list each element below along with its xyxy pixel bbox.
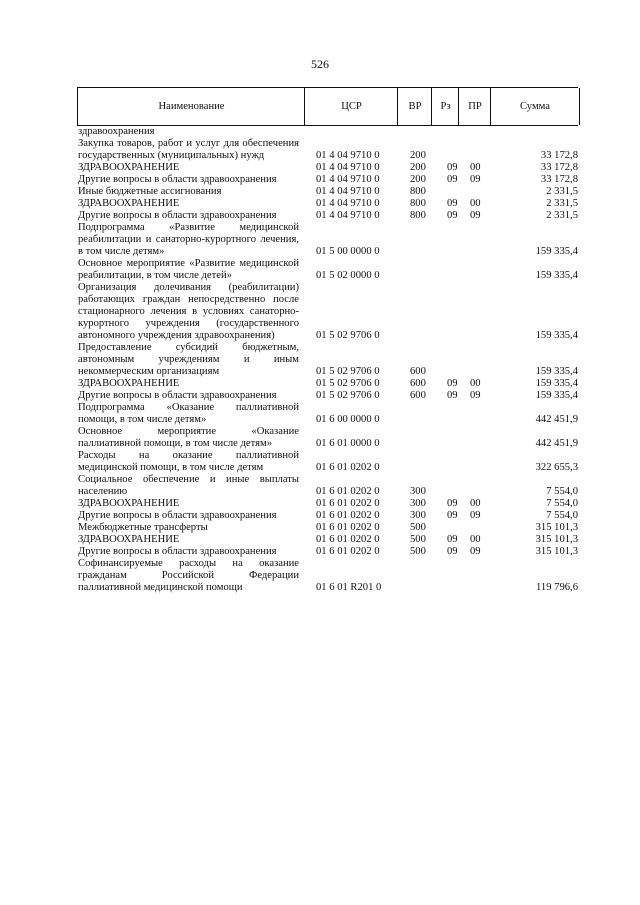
row-name: Предоставление субсидий бюджетным, автономным учреждениям и иным некоммерческим организациям [78,342,299,377]
row-sum: 2 331,5 [546,198,578,209]
row-name: Закупка товаров, работ и услуг для обеспечения государственных (муниципальных) нужд [78,138,299,161]
row-csr: 01 4 04 9710 0 [316,186,380,197]
table-row [77,402,578,426]
row-rz: 09 [447,390,458,401]
row-pr: 00 [470,162,481,173]
row-csr: 01 4 04 9710 0 [316,174,380,185]
row-vr: 300 [410,510,426,521]
row-sum: 442 451,9 [535,438,578,449]
budget-table [77,87,578,594]
row-sum: 159 335,4 [535,390,578,401]
row-name: ЗДРАВООХРАНЕНИЕ [78,534,180,545]
table-row [77,426,578,450]
row-sum: 2 331,5 [546,210,578,221]
row-vr: 500 [410,546,426,557]
row-sum: 315 101,3 [535,534,578,545]
row-pr: 00 [470,534,481,545]
row-vr: 500 [410,534,426,545]
row-csr: 01 5 00 0000 0 [316,246,380,257]
row-name: Другие вопросы в области здравоохранения [78,210,277,221]
row-vr: 200 [410,174,426,185]
header-pr: ПР [458,88,491,125]
row-name: Расходы на оказание паллиативной медицинской помощи, в том числе детям [78,450,299,473]
row-name: Межбюджетные трансферты [78,522,208,533]
row-rz: 09 [447,546,458,557]
row-csr: 01 6 01 0202 0 [316,522,380,533]
row-name: Подпрограмма «Развитие медицинской реабилитации и санаторно-курортного лечения, в том числе детям» [78,222,299,257]
table-row [77,174,578,186]
row-name: Подпрограмма «Оказание паллиативной помощи, в том числе детям» [78,402,299,425]
row-sum: 7 554,0 [546,510,578,521]
row-name: Другие вопросы в области здравоохранения [78,546,277,557]
row-vr: 800 [410,198,426,209]
row-rz: 09 [447,174,458,185]
table-row [77,474,578,498]
row-name: ЗДРАВООХРАНЕНИЕ [78,198,180,209]
row-sum: 159 335,4 [535,366,578,377]
table-row [77,390,578,402]
row-csr: 01 4 04 9710 0 [316,150,380,161]
table-row [77,450,578,474]
row-csr: 01 6 01 R201 0 [316,582,382,593]
row-name: Другие вопросы в области здравоохранения [78,510,277,521]
row-name: Основное мероприятие «Оказание паллиативной помощи, в том числе детям» [78,426,299,449]
header-sum: Сумма [490,88,580,125]
row-pr: 09 [470,390,481,401]
row-rz: 09 [447,210,458,221]
row-csr: 01 5 02 9706 0 [316,390,380,401]
row-name: здравоохранения [78,126,155,137]
page-number: 526 [311,57,329,71]
row-name: Иные бюджетные ассигнования [78,186,222,197]
row-csr: 01 5 02 9706 0 [316,366,380,377]
row-pr: 00 [470,498,481,509]
row-vr: 300 [410,498,426,509]
table-row [77,162,578,174]
table-row [77,186,578,198]
row-vr: 200 [410,150,426,161]
row-vr: 600 [410,366,426,377]
row-sum: 159 335,4 [535,270,578,281]
table-row [77,510,578,522]
table-row [77,342,578,378]
row-name: ЗДРАВООХРАНЕНИЕ [78,378,180,389]
row-sum: 7 554,0 [546,486,578,497]
row-csr: 01 6 01 0202 0 [316,462,380,473]
row-vr: 500 [410,522,426,533]
row-pr: 09 [470,174,481,185]
row-name: Другие вопросы в области здравоохранения [78,174,277,185]
row-name: Основное мероприятие «Развитие медицинской реабилитации, в том числе детей» [78,258,299,281]
header-vr: ВР [397,88,432,125]
table-row [77,210,578,222]
row-sum: 2 331,5 [546,186,578,197]
table-body [77,126,578,594]
row-csr: 01 4 04 9710 0 [316,162,380,173]
row-csr: 01 5 02 9706 0 [316,378,380,389]
row-csr: 01 5 02 0000 0 [316,270,380,281]
table-row [77,498,578,510]
row-sum: 33 172,8 [540,162,578,173]
row-vr: 600 [410,378,426,389]
row-name: Софинансируемые расходы на оказание гражданам Российской Федерации паллиативной медицинской помощи [78,558,299,593]
header-csr: ЦСР [304,88,398,125]
table-row [77,258,578,282]
row-sum: 159 335,4 [535,378,578,389]
row-name: ЗДРАВООХРАНЕНИЕ [78,162,180,173]
row-sum: 322 655,3 [535,462,578,473]
row-rz: 09 [447,162,458,173]
row-sum: 315 101,3 [535,522,578,533]
table-row [77,522,578,534]
table-row [77,222,578,258]
table-row [77,198,578,210]
row-rz: 09 [447,510,458,521]
table-row [77,558,578,594]
row-name: Социальное обеспечение и иные выплаты населению [78,474,299,497]
row-csr: 01 6 01 0202 0 [316,498,380,509]
row-sum: 33 172,8 [540,174,578,185]
table-row [77,282,578,342]
table-row [77,378,578,390]
table-row [77,138,578,162]
row-vr: 600 [410,390,426,401]
row-name: ЗДРАВООХРАНЕНИЕ [78,498,180,509]
row-sum: 159 335,4 [535,330,578,341]
table-row [77,126,578,138]
row-pr: 00 [470,198,481,209]
row-csr: 01 6 01 0000 0 [316,438,380,449]
row-rz: 09 [447,378,458,389]
row-rz: 09 [447,498,458,509]
row-csr: 01 6 01 0202 0 [316,534,380,545]
row-csr: 01 5 02 9706 0 [316,330,380,341]
header-rz: Рз [431,88,459,125]
row-pr: 09 [470,546,481,557]
row-csr: 01 6 01 0202 0 [316,546,380,557]
table-row [77,546,578,558]
row-vr: 800 [410,210,426,221]
row-sum: 7 554,0 [546,498,578,509]
table-row [77,534,578,546]
row-name: Организация долечивания (реабилитации) работающих граждан непосредственно после стационарного лечения в условиях санаторно-курортного учреждения (государственного автономного учреждения здравоохранения) [78,282,299,341]
row-sum: 442 451,9 [535,414,578,425]
row-vr: 200 [410,162,426,173]
row-sum: 315 101,3 [535,546,578,557]
row-sum: 33 172,8 [540,150,578,161]
row-sum: 119 796,6 [536,582,578,593]
row-csr: 01 6 00 0000 0 [316,414,380,425]
row-name: Другие вопросы в области здравоохранения [78,390,277,401]
row-csr: 01 6 01 0202 0 [316,486,380,497]
row-csr: 01 6 01 0202 0 [316,510,380,521]
row-pr: 09 [470,510,481,521]
row-sum: 159 335,4 [535,246,578,257]
row-csr: 01 4 04 9710 0 [316,198,380,209]
row-pr: 00 [470,378,481,389]
header-name: Наименование [77,88,305,125]
row-pr: 09 [470,210,481,221]
row-rz: 09 [447,534,458,545]
row-vr: 800 [410,186,426,197]
row-vr: 300 [410,486,426,497]
row-csr: 01 4 04 9710 0 [316,210,380,221]
row-rz: 09 [447,198,458,209]
table-header [77,87,578,126]
